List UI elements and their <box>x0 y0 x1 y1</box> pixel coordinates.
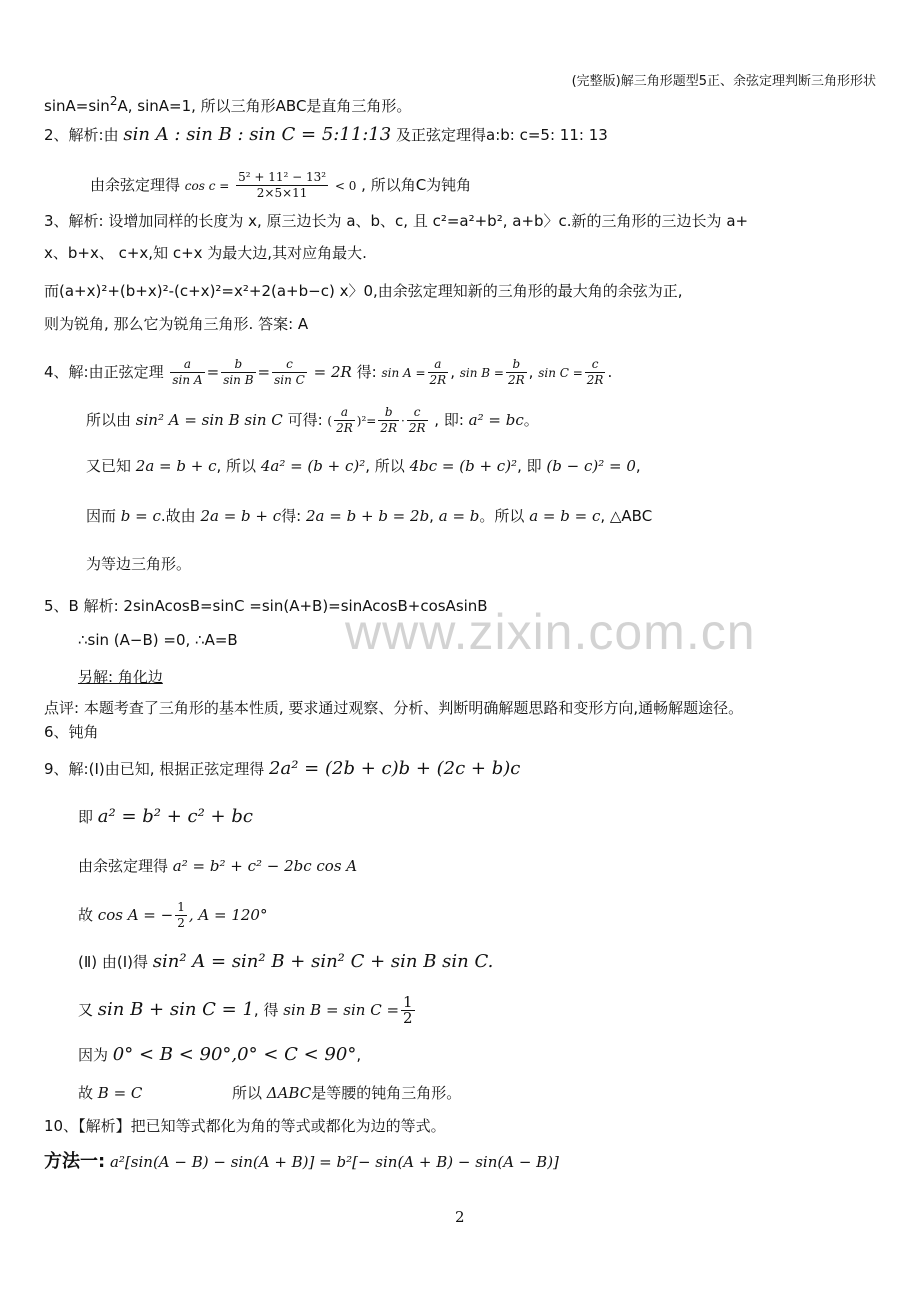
text-segment: 又 <box>78 1001 94 1019</box>
text-line-2 <box>44 124 608 146</box>
math-expression: 2a = b + c <box>135 457 217 475</box>
text-segment: , 即: <box>434 411 464 429</box>
method-label: 方法一: <box>44 1151 106 1172</box>
text-line-22 <box>78 951 493 973</box>
math-expression: 4a² = (b + c)² <box>260 457 366 475</box>
denominator: 2R <box>408 421 426 435</box>
numerator: a <box>428 357 449 373</box>
text-line-15: 另解: 角化边 <box>78 668 163 686</box>
math-expression: b = c <box>120 507 161 525</box>
math-expression: , A = 120° <box>188 906 268 924</box>
fraction <box>506 357 527 388</box>
math-expression: = 2R <box>313 363 352 381</box>
text-line-14: ∴sin (A−B) =0, ∴A=B <box>78 631 238 649</box>
text-line-21 <box>78 900 267 931</box>
fraction <box>407 405 428 436</box>
fraction <box>334 405 355 436</box>
numerator: 1 <box>403 993 413 1011</box>
numerator: b <box>221 357 255 373</box>
numerator: a <box>170 357 204 373</box>
watermark: www.zixin.com.cn <box>345 604 756 660</box>
text-segment: , 所以角C为钝角 <box>361 176 472 194</box>
text-line-10 <box>86 455 641 477</box>
math-expression: B = C <box>97 1084 143 1102</box>
text-line-20 <box>78 855 357 877</box>
text-segment: , 即 <box>517 457 542 475</box>
denominator: 2R <box>336 421 353 435</box>
math-expression: 4bc = (b + c)² <box>409 457 518 475</box>
text-segment: 由余弦定理得 <box>78 857 169 875</box>
text-line-12: 为等边三角形。 <box>86 555 192 573</box>
text-segment: , <box>635 457 641 475</box>
math-expression: sin A : sin B : sin C = 5:11:13 <box>123 124 392 145</box>
text-line-7: 则为锐角, 那么它为锐角三角形. 答案: A <box>44 315 309 333</box>
text-segment: 得: <box>356 363 377 381</box>
fraction <box>170 357 204 388</box>
fraction <box>221 357 255 388</box>
math-expression: = <box>257 363 271 381</box>
text-segment: , <box>429 507 434 525</box>
text-segment: , 所以 <box>365 457 405 475</box>
math-expression: a = b = c <box>529 507 601 525</box>
text-segment: , 所以 <box>216 457 257 475</box>
text-line-19 <box>78 806 253 828</box>
math-expression: cos A = − <box>97 906 174 924</box>
math-expression: 2a = b + b = 2b <box>306 507 430 525</box>
text-segment: 2、解析:由 <box>44 126 119 144</box>
text-line-24 <box>78 1044 361 1066</box>
math-expression: < 0 <box>334 179 357 193</box>
page-number: 2 <box>455 1208 465 1226</box>
denominator: sin B <box>223 373 254 387</box>
math-expression: 0° < B < 90°,0° < C < 90° <box>112 1044 357 1065</box>
math-expression: sin B = <box>459 366 504 380</box>
text-segment: 。 <box>523 411 539 429</box>
fraction <box>585 357 606 388</box>
fraction <box>428 357 449 388</box>
fraction <box>236 170 328 201</box>
denominator: 2R <box>586 373 604 387</box>
text-line-26: 10、【解析】把已知等式都化为角的等式或都化为边的等式。 <box>44 1117 446 1135</box>
text-line-4: 3、解析: 设增加同样的长度为 x, 原三边长为 a、b、c, 且 c²=a²+b², a+b〉c.新的三角形的三边长为 a+ <box>44 212 749 230</box>
math-expression: a = b <box>438 507 480 525</box>
math-expression: sin B = sin C = <box>283 1001 400 1019</box>
text-line-13: 5、B 解析: 2sinAcosB=sinC =sin(A+B)=sinAcosB+cosAsinB <box>44 597 488 615</box>
text-segment: 是等腰的钝角三角形。 <box>311 1084 462 1102</box>
fraction <box>272 357 307 388</box>
superscript: 2 <box>109 94 118 108</box>
numerator: c <box>585 357 606 373</box>
math-expression: a²[sin(A − B) − sin(A + B)] = b²[− sin(A + B) − sin(A − B)] <box>109 1153 559 1171</box>
numerator: c <box>407 405 428 421</box>
math-expression: sin² A = sin² B + sin² C + sin B sin C. <box>152 951 494 972</box>
math-expression: (b − c)² = 0 <box>546 457 636 475</box>
denominator: 2R <box>507 373 525 387</box>
text-line-1 <box>44 90 411 117</box>
math-expression: 2a = b + c <box>200 507 282 525</box>
text-segment: 即 <box>78 808 94 826</box>
math-expression: a² = b² + c² − 2bc cos A <box>172 857 358 875</box>
text-segment: 可得: <box>287 411 323 429</box>
text-segment: 所以 <box>231 1084 262 1102</box>
math-expression: sin A = <box>381 366 426 380</box>
math-expression: = <box>206 363 220 381</box>
text-line-3 <box>90 170 471 201</box>
numerator: c <box>272 357 307 373</box>
math-expression: cos c = <box>184 179 230 193</box>
text-segment: 及正弦定理得a:b: c=5: 11: 13 <box>396 126 608 144</box>
math-expression: a² = bc <box>468 411 524 429</box>
text-segment: 9、解:(Ⅰ)由已知, 根据正弦定理得 <box>44 760 265 778</box>
fraction <box>401 995 415 1026</box>
math-expression: sin² A = sin B sin C <box>135 411 283 429</box>
text-segment: 。所以 <box>479 507 525 525</box>
text-line-8: 4、解:由正弦定理 $\frac{a}{\text{sin A}}$ = $\frac{b}{\text{sin B}}$ = $\frac{c}{\text{sin C}}$ = 2R 得: sin A = $\frac{a}{2R}$ , sin B = $\frac{b}{2R}$ , sin C = $\frac{c}{2R}$ . <box>44 357 613 387</box>
page-header: (完整版)解三角形题型5正、余弦定理判断三角形形状 <box>571 74 876 89</box>
text-segment: 因而 <box>86 507 117 525</box>
text-line-6: 而(a+x)²+(b+x)²-(c+x)²=x²+2(a+b−c) x〉0,由余弦定理知新的三角形的最大角的余弦为正, <box>44 282 683 300</box>
denominator: 2 <box>403 1009 413 1027</box>
text-segment: sinA=sin <box>44 97 110 115</box>
text-segment: A, sinA=1, 所以三角形ABC是直角三角形。 <box>117 97 412 115</box>
text-segment: , △ABC <box>600 507 653 525</box>
fraction <box>175 900 187 931</box>
text-segment: 故 <box>78 1084 94 1102</box>
numerator: b <box>378 405 399 421</box>
math-expression: sin C = <box>538 366 583 380</box>
denominator: 2 <box>177 916 185 930</box>
text-line-5: x、b+x、 c+x,知 c+x 为最大边,其对应角最大. <box>44 244 367 262</box>
math-expression: 2a² = (2b + c)b + (2c + b)c <box>269 758 521 779</box>
numerator: a <box>334 405 355 421</box>
text-segment: (Ⅱ) 由(Ⅰ)得 <box>78 953 148 971</box>
numerator: 5² + 11² − 13² <box>238 170 327 184</box>
numerator: b <box>506 357 527 373</box>
text-line-27 <box>44 1151 559 1173</box>
fraction <box>378 405 399 436</box>
text-line-25 <box>78 1082 461 1104</box>
denominator: 2×5×11 <box>256 186 308 200</box>
text-segment: 由余弦定理得 <box>90 176 181 194</box>
text-line-9: 所以由 sin² A = sin B sin C 可得: ( $\frac{a}{2R}$ )²= $\frac{b}{2R}$ · $\frac{c}{2R}$ , 即: a² = bc。 <box>86 405 539 435</box>
numerator: 1 <box>177 900 185 914</box>
text-line-18 <box>44 758 520 780</box>
denominator: 2R <box>429 373 447 387</box>
text-segment: .故由 <box>160 507 196 525</box>
text-line-23 <box>78 995 417 1026</box>
text-segment: 4、解:由正弦定理 <box>44 363 164 381</box>
text-segment: 又已知 <box>86 457 132 475</box>
text-segment: 所以由 <box>86 411 132 429</box>
text-segment: 得: <box>281 507 302 525</box>
text-segment: 因为 <box>78 1046 109 1064</box>
text-segment: , <box>356 1046 362 1064</box>
math-expression: sin B + sin C = 1 <box>97 999 254 1020</box>
denominator: sin A <box>172 373 203 387</box>
denominator: 2R <box>380 421 397 435</box>
text-segment: 故 <box>78 906 94 924</box>
text-segment: , 得 <box>253 1001 279 1019</box>
text-line-17: 6、钝角 <box>44 723 99 741</box>
text-line-16: 点评: 本题考查了三角形的基本性质, 要求通过观察、分析、判断明确解题思路和变形方向,通畅解题途径。 <box>44 699 744 717</box>
denominator: sin C <box>274 373 305 387</box>
text-line-11 <box>86 505 652 527</box>
math-expression: a² = b² + c² + bc <box>97 806 253 827</box>
math-expression: ΔABC <box>266 1084 312 1102</box>
